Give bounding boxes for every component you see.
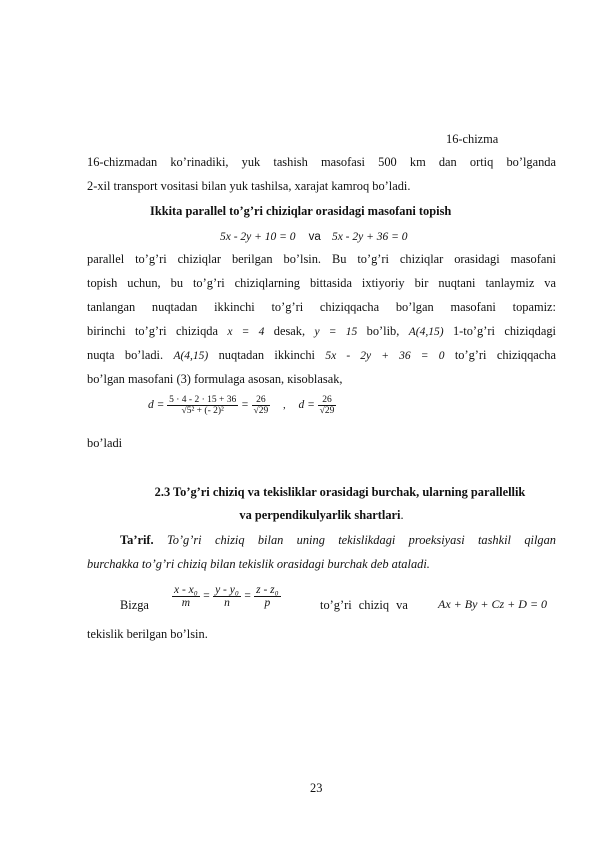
distance-formula: d = $\frac{5 \cdot 4 - 2 \cdot 15 + 36}{\text{√5² + (- 2)²}}$ = $\frac{26}{√29}$ , d = $\frac{26}{√29}$ [148, 395, 335, 416]
equation-line [220, 229, 408, 245]
paragraph-text: to’g’ri chiziq va [320, 598, 408, 612]
math-y-eq-15: y = 15 [314, 326, 358, 338]
paragraph-line: parallel to’g’ri chiziqlar berilgan bo’lsin. Bu to’g’ri chiziqlar orasidagi masofani [87, 252, 556, 266]
page-number: 23 [310, 781, 323, 795]
line-canonical-equation: $\frac{\text{x - x₀}}{m}$ = $\frac{\text{y - y₀}}{n}$ = $\frac{\text{z - z₀}}{p}$ [174, 584, 279, 609]
section-heading: Ikkita parallel to’g’ri chiziqlar orasidagi masofani topish [150, 204, 452, 218]
paragraph-line: bo’ladi [87, 436, 123, 450]
paragraph-line: birinchi to’g’ri chiziqda x = 4 desak, y = 15 bo’lib, A(4,15) 1-to’g’ri chiziqdagi [87, 324, 556, 338]
line-equation-1: 5x - 2y + 10 = 0 [220, 231, 296, 243]
line-equation-2: 5x - 2y + 36 = 0 [331, 231, 408, 243]
figure-caption: 16-chizma [446, 132, 499, 146]
paragraph-line: tanlangan nuqtadan ikkinchi to’g’ri chiziqqacha bo’lgan masofani topamiz: [87, 300, 556, 314]
fraction: $\frac{26}{√29}$ [253, 395, 269, 416]
paragraph-line: nuqta bo’ladi. A(4,15) nuqtadan ikkinchi 5x - 2y + 36 = 0 to’g’ri chiziqqacha [87, 348, 556, 362]
paragraph-text: Bizga [120, 598, 149, 612]
paragraph-line: topish uchun, bu to’g’ri chiziqlarning bittasida ixtiyoriy bir nuqtani tanlaymiz va [87, 276, 556, 290]
definition-line: burchakka to’g’ri chiziq bilan tekislik orasidagi burchak deb ataladi. [87, 557, 430, 571]
paragraph-line: bo’lgan masofani (3) formulaga asosan, кisoblasak, [87, 372, 343, 386]
section-heading: va perpendikulyarlik shartlari. [239, 508, 404, 522]
paragraph-line: 2-xil transport vositasi bilan yuk tashilsa, xarajat kamroq bo’ladi. [87, 179, 411, 193]
section-heading: 2.3 To’g’ri chiziq va tekisliklar orasidagi burchak, ularning parallellik [154, 485, 526, 499]
fraction: $\frac{26}{√29}$ [319, 395, 335, 416]
math-point-a: A(4,15) [173, 350, 209, 362]
math-point-a: A(4,15) [408, 326, 444, 338]
math-line-equation: 5x - 2y + 36 = 0 [325, 350, 445, 362]
plane-equation: Ax + By + Cz + D = 0 [438, 597, 548, 611]
fraction: $\frac{5 \cdot 4 - 2 \cdot 15 + 36}{\text{√5² + (- 2)²}}$ [169, 395, 237, 416]
definition-line: Ta’rif. To’g’ri chiziq bilan uning tekislikdagi proeksiyasi tashkil qilgan [120, 533, 556, 547]
definition-label: Ta’rif. [120, 533, 154, 547]
paragraph-line: 16-chizmadan ko’rinadiki, yuk tashish masofasi 500 km dan ortiq bo’lganda [87, 155, 556, 169]
math-x-eq-4: x = 4 [227, 326, 265, 338]
paragraph-line: tekislik berilgan bo’lsin. [87, 627, 208, 641]
conjunction: va [308, 231, 321, 243]
